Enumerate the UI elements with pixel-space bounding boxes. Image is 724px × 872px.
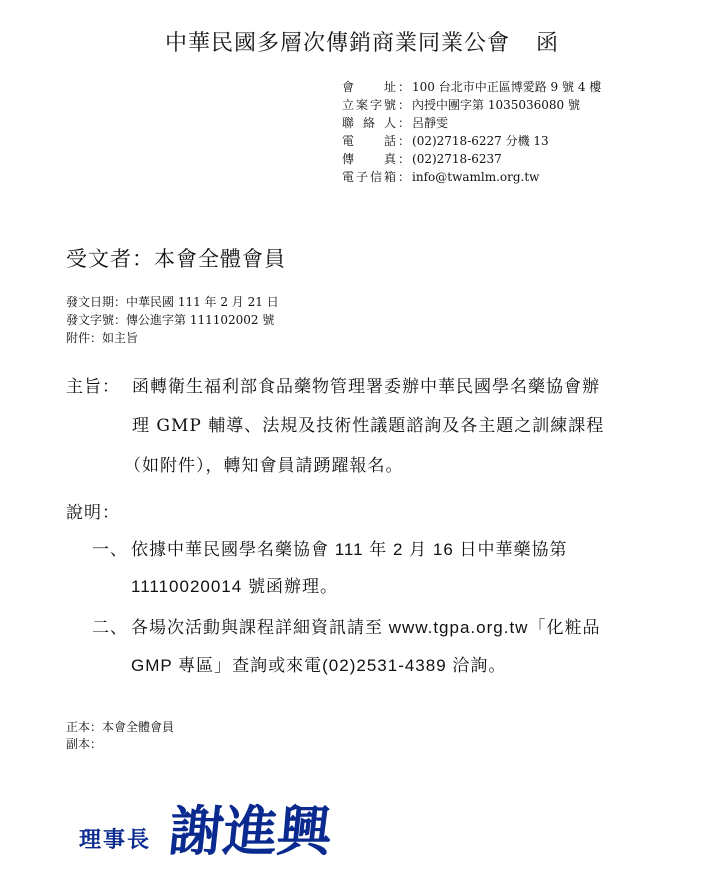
subject-line: 理 GMP 輔導、法規及技術性議題諮詢及各主題之訓練課程 — [132, 416, 605, 436]
explanation-label: 說明： — [66, 503, 120, 523]
subject-line: （如附件），轉知會員請踴躍報名。 — [124, 456, 404, 476]
letter-type: 函 — [536, 31, 560, 56]
subject-label: 主旨： — [66, 377, 120, 397]
contact-value: info@twamlm.org.tw — [412, 170, 540, 184]
contact-label: 傳 真 — [342, 152, 396, 166]
letter-title — [0, 26, 724, 57]
issue-date: 發文日期：中華民國 111 年 2 月 21 日 — [66, 295, 279, 309]
contact-registration: 立案字號 ： 內授中團字第 1035036080 號 — [342, 98, 580, 112]
contact-value: 100 台北市中正區博愛路 9 號 4 樓 — [412, 80, 602, 94]
item-number: 二、 — [92, 618, 128, 638]
item-line: 依據中華民國學名藥協會 111 年 2 月 16 日中華藥協第 — [131, 540, 568, 559]
item-line: 各場次活動與課程詳細資訊請至 www.tgpa.org.tw「化粧品 — [131, 618, 601, 637]
signature-title: 理事長 — [79, 828, 152, 853]
contact-label: 電子信箱 — [342, 170, 396, 184]
contact-value: (02)2718-6237 — [412, 152, 502, 166]
contact-person: 聯 絡 人 ： 呂靜雯 — [342, 116, 449, 130]
copy-recipients: 副本： — [66, 737, 103, 751]
contact-label: 會 址 — [342, 80, 396, 94]
contact-email: 電子信箱 ： info@twamlm.org.tw — [342, 170, 540, 184]
organization-name: 中華民國多層次傳銷商業同業公會 — [164, 31, 510, 56]
contact-value: 內授中團字第 1035036080 號 — [412, 98, 580, 112]
recipient: 受文者：本會全體會員 — [66, 247, 286, 271]
contact-fax: 傳 真 ： (02)2718-6237 — [342, 152, 502, 166]
subject-line: 函轉衛生福利部食品藥物管理署委辦中華民國學名藥協會辦 — [132, 377, 600, 397]
contact-address: 會 址 ： 100 台北市中正區博愛路 9 號 4 樓 — [342, 80, 602, 94]
attachment-note: 附件：如主旨 — [66, 331, 139, 345]
item-line: 11110020014 號函辦理。 — [131, 577, 338, 596]
contact-label: 電 話 — [342, 134, 396, 148]
contact-phone: 電 話 ： (02)2718-6227 分機 13 — [342, 134, 549, 148]
signature-name: 謝進興 — [166, 800, 335, 863]
original-recipients: 正本：本會全體會員 — [66, 720, 175, 734]
contact-value: 呂靜雯 — [412, 116, 449, 130]
contact-value: (02)2718-6227 分機 13 — [412, 134, 549, 148]
contact-label: 立案字號 — [342, 98, 396, 112]
item-line: GMP 專區」查詢或來電(02)2531-4389 洽詢。 — [131, 656, 507, 675]
contact-label: 聯 絡 人 — [342, 116, 396, 130]
item-number: 一、 — [92, 540, 128, 560]
issue-number: 發文字號：傳公進字第 111102002 號 — [66, 313, 275, 327]
